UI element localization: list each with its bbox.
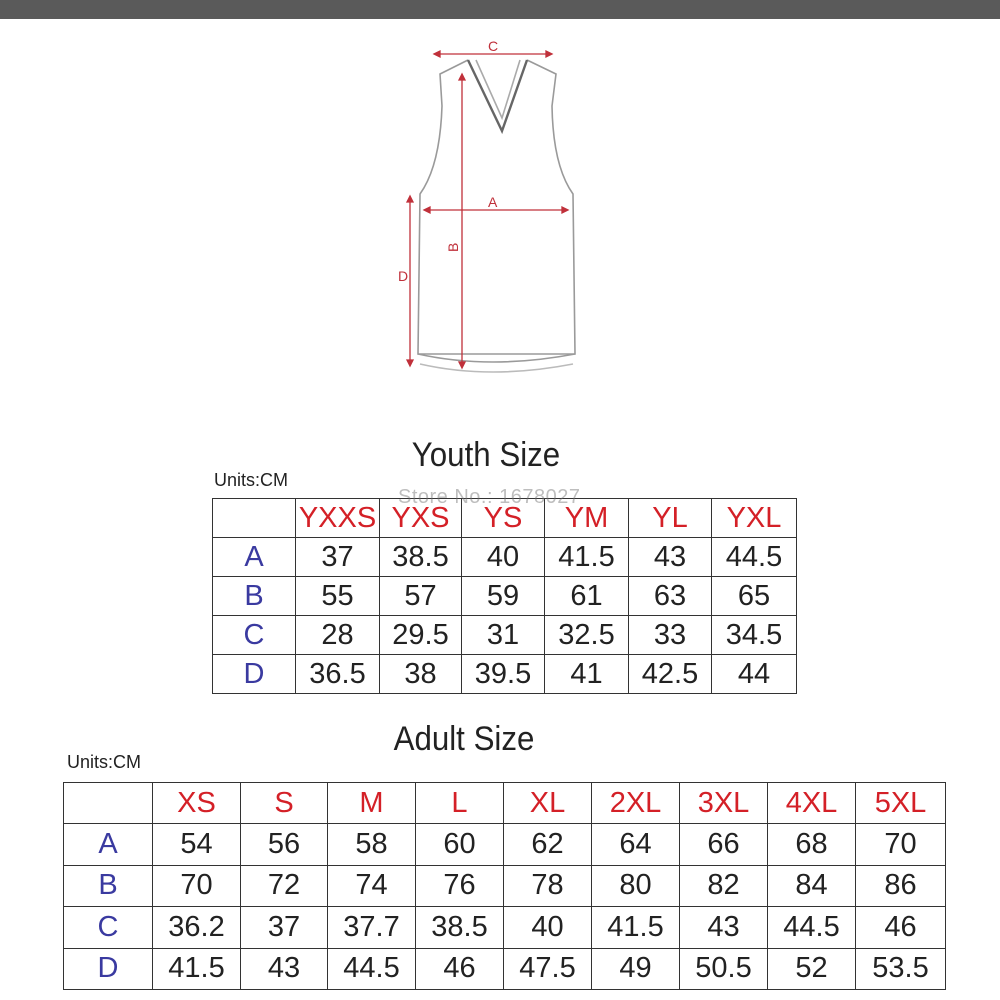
table-cell: 34.5 (712, 616, 797, 655)
table-cell: 41.5 (153, 948, 241, 989)
row-label: D (64, 948, 153, 989)
table-cell: 55 (296, 577, 380, 616)
table-header-row (64, 783, 946, 824)
row-label: D (213, 655, 296, 694)
row-label: B (64, 865, 153, 906)
row-label: B (213, 577, 296, 616)
table-cell: 44.5 (712, 538, 797, 577)
size-header: YXS (380, 499, 462, 538)
table-cell: 38 (380, 655, 462, 694)
table-cell: 62 (504, 824, 592, 865)
jersey-measurement-diagram (380, 36, 600, 391)
table-cell: 44.5 (768, 907, 856, 948)
size-header: YM (545, 499, 629, 538)
size-header: L (416, 783, 504, 824)
table-cell: 61 (545, 577, 629, 616)
table-cell: 38.5 (416, 907, 504, 948)
size-header: YXXS (296, 499, 380, 538)
table-cell: 59 (462, 577, 545, 616)
table-cell: 49 (592, 948, 680, 989)
table-cell: 43 (680, 907, 768, 948)
table-cell: 52 (768, 948, 856, 989)
table-cell: 44.5 (328, 948, 416, 989)
adult-size-table (63, 782, 946, 990)
table-cell: 50.5 (680, 948, 768, 989)
table-row (213, 655, 797, 694)
table-cell: 41.5 (545, 538, 629, 577)
row-label: C (64, 907, 153, 948)
table-row (64, 907, 946, 948)
size-header: YXL (712, 499, 797, 538)
table-cell: 44 (712, 655, 797, 694)
table-cell: 41 (545, 655, 629, 694)
adult-units-label: Units:CM (67, 752, 142, 772)
row-label: C (213, 616, 296, 655)
table-cell: 60 (416, 824, 504, 865)
table-cell: 28 (296, 616, 380, 655)
table-row (213, 616, 797, 655)
row-label: A (64, 824, 153, 865)
table-cell: 29.5 (380, 616, 462, 655)
table-corner-cell (64, 783, 153, 824)
table-cell: 38.5 (380, 538, 462, 577)
table-cell: 37 (296, 538, 380, 577)
table-cell: 70 (153, 865, 241, 906)
table-cell: 47.5 (504, 948, 592, 989)
table-cell: 68 (768, 824, 856, 865)
table-cell: 37.7 (328, 907, 416, 948)
table-cell: 63 (629, 577, 712, 616)
size-header: XS (153, 783, 241, 824)
table-cell: 42.5 (629, 655, 712, 694)
table-cell: 43 (629, 538, 712, 577)
table-corner-cell (213, 499, 296, 538)
size-header: 5XL (856, 783, 946, 824)
table-cell: 31 (462, 616, 545, 655)
table-row (213, 577, 797, 616)
table-cell: 41.5 (592, 907, 680, 948)
table-cell: 56 (241, 824, 328, 865)
table-cell: 78 (504, 865, 592, 906)
size-header: 3XL (680, 783, 768, 824)
size-header: 2XL (592, 783, 680, 824)
table-cell: 57 (380, 577, 462, 616)
table-cell: 39.5 (462, 655, 545, 694)
size-header: XL (504, 783, 592, 824)
dimension-label-a: A (488, 194, 498, 210)
table-cell: 36.2 (153, 907, 241, 948)
table-cell: 74 (328, 865, 416, 906)
table-cell: 32.5 (545, 616, 629, 655)
top-bar (0, 0, 1000, 19)
table-row (64, 865, 946, 906)
dimension-label-b: B (445, 242, 461, 252)
table-cell: 40 (504, 907, 592, 948)
table-row (64, 824, 946, 865)
table-cell: 72 (241, 865, 328, 906)
table-cell: 76 (416, 865, 504, 906)
table-cell: 66 (680, 824, 768, 865)
table-row (213, 538, 797, 577)
table-cell: 43 (241, 948, 328, 989)
dimension-label-d: D (398, 268, 409, 284)
store-watermark: Store No.: 1678027 (398, 486, 581, 508)
size-header: 4XL (768, 783, 856, 824)
table-cell: 36.5 (296, 655, 380, 694)
youth-size-title: Youth Size (411, 436, 561, 474)
table-cell: 84 (768, 865, 856, 906)
table-cell: 46 (856, 907, 946, 948)
adult-size-title: Adult Size (393, 720, 535, 758)
table-cell: 33 (629, 616, 712, 655)
table-cell: 86 (856, 865, 946, 906)
table-cell: 70 (856, 824, 946, 865)
table-cell: 46 (416, 948, 504, 989)
row-label: A (213, 538, 296, 577)
table-cell: 54 (153, 824, 241, 865)
size-header: S (241, 783, 328, 824)
youth-size-table (212, 498, 797, 694)
dimension-label-c: C (488, 38, 499, 54)
table-cell: 37 (241, 907, 328, 948)
jersey-outline (418, 60, 575, 372)
size-header: YL (629, 499, 712, 538)
table-cell: 64 (592, 824, 680, 865)
table-cell: 40 (462, 538, 545, 577)
size-header: YS (462, 499, 545, 538)
size-header: M (328, 783, 416, 824)
table-cell: 80 (592, 865, 680, 906)
youth-units-label: Units:CM (214, 470, 289, 490)
table-row (64, 948, 946, 989)
table-cell: 53.5 (856, 948, 946, 989)
table-cell: 82 (680, 865, 768, 906)
table-cell: 65 (712, 577, 797, 616)
table-cell: 58 (328, 824, 416, 865)
